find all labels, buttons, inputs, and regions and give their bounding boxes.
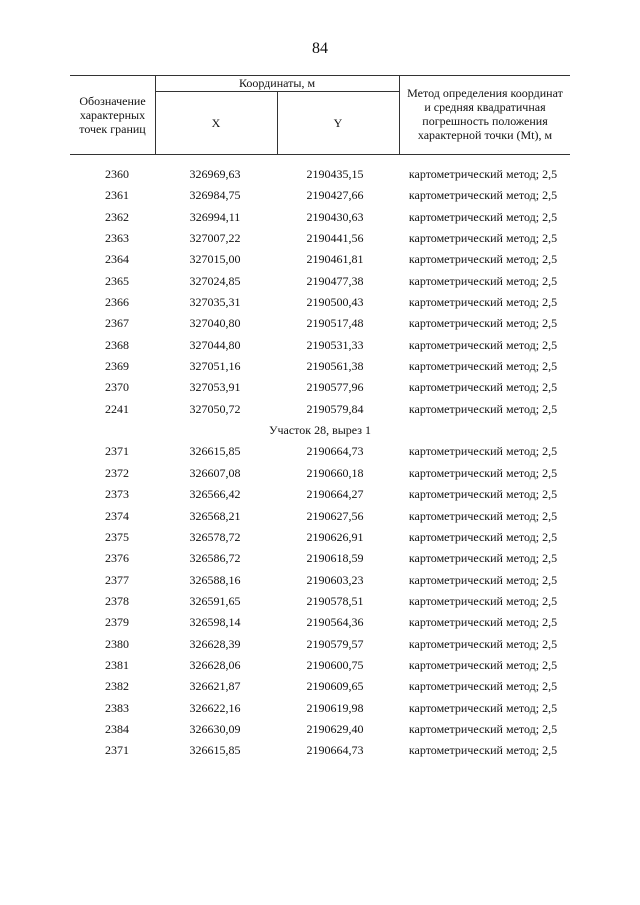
- x-cell: 326969,63: [189, 167, 241, 181]
- x-cell: 326630,09: [189, 721, 241, 736]
- method-cell: картометрический метод; 2,5: [408, 679, 558, 694]
- point-id-cell: 2361: [105, 188, 129, 203]
- y-cell: 2190441,56: [306, 231, 364, 246]
- table-row: [70, 655, 570, 676]
- table-row: [70, 634, 570, 655]
- rows-group-b: [70, 441, 570, 761]
- method-cell: картометрический метод; 2,5: [408, 551, 558, 566]
- method-cell: картометрический метод; 2,5: [408, 743, 558, 758]
- y-cell: 2190578,51: [306, 593, 364, 608]
- point-id-cell: 2379: [105, 615, 129, 630]
- x-cell: 327024,85: [189, 273, 241, 288]
- table-row: [70, 185, 570, 206]
- table-row: [70, 527, 570, 548]
- point-id-cell: 2363: [105, 231, 129, 246]
- y-cell: 2190664,73: [306, 444, 364, 459]
- table-row: [70, 506, 570, 527]
- method-cell: картометрический метод; 2,5: [408, 487, 558, 502]
- y-cell: 2190561,38: [306, 359, 364, 374]
- table-row: [70, 676, 570, 697]
- table-row: [70, 399, 570, 420]
- point-id-cell: 2371: [105, 743, 129, 758]
- table-header: [70, 75, 570, 155]
- point-id-cell: 2384: [105, 721, 129, 736]
- point-id-cell: 2375: [105, 529, 129, 544]
- method-cell: картометрический метод; 2,5: [408, 337, 558, 352]
- point-id-cell: 2382: [105, 679, 129, 694]
- table-row: [70, 441, 570, 462]
- table-row: [70, 335, 570, 356]
- table-row: [70, 292, 570, 313]
- header-method-label: Метод определения координат и средняя квадратичная погрешность положения характерной точки (Mt), м: [407, 86, 563, 142]
- x-cell: 326622,16: [189, 700, 241, 715]
- method-cell: картометрический метод; 2,5: [408, 209, 558, 224]
- y-cell: 2190619,98: [306, 700, 364, 715]
- point-id-cell: 2360: [105, 167, 129, 181]
- y-cell: 2190660,18: [306, 465, 364, 480]
- method-cell: картометрический метод; 2,5: [408, 401, 558, 416]
- point-id-cell: 2369: [105, 359, 129, 374]
- table-row: [70, 313, 570, 334]
- point-id-cell: 2362: [105, 209, 129, 224]
- table-row: [70, 463, 570, 484]
- table-row: [70, 484, 570, 505]
- x-cell: 326984,75: [189, 188, 241, 203]
- method-cell: картометрический метод; 2,5: [408, 508, 558, 523]
- method-cell: картометрический метод; 2,5: [408, 615, 558, 630]
- method-cell: картометрический метод; 2,5: [408, 252, 558, 267]
- x-cell: 327053,91: [189, 380, 241, 395]
- method-cell: картометрический метод; 2,5: [408, 721, 558, 736]
- point-id-cell: 2373: [105, 487, 129, 502]
- point-id-cell: 2374: [105, 508, 129, 523]
- x-cell: 327007,22: [189, 231, 241, 246]
- point-id-cell: 2365: [105, 273, 129, 288]
- table-row: [70, 612, 570, 633]
- method-cell: картометрический метод; 2,5: [408, 188, 558, 203]
- y-cell: 2190461,81: [306, 252, 364, 267]
- page-number: 84: [312, 40, 328, 57]
- section-title: Участок 28, вырез 1: [268, 423, 372, 438]
- x-cell: 327044,80: [189, 337, 241, 352]
- table-row: [70, 271, 570, 292]
- table-row: [70, 698, 570, 719]
- method-cell: картометрический метод; 2,5: [408, 465, 558, 480]
- method-cell: картометрический метод; 2,5: [408, 657, 558, 672]
- x-cell: 326598,14: [189, 615, 241, 630]
- method-cell: картометрический метод; 2,5: [408, 316, 558, 331]
- x-cell: 326607,08: [189, 465, 241, 480]
- header-y-label: Y: [333, 115, 343, 130]
- x-cell: 327035,31: [189, 295, 241, 310]
- point-id-cell: 2378: [105, 593, 129, 608]
- x-cell: 326615,85: [189, 743, 241, 758]
- table-row: [70, 356, 570, 377]
- y-cell: 2190626,91: [306, 529, 364, 544]
- y-cell: 2190664,27: [306, 487, 364, 502]
- method-cell: картометрический метод; 2,5: [408, 295, 558, 310]
- header-coords-label: Координаты, м: [238, 76, 316, 90]
- x-cell: 326591,65: [189, 593, 241, 608]
- table-row: [70, 207, 570, 228]
- header-x-label: X: [211, 115, 221, 130]
- point-id-cell: 2370: [105, 380, 129, 395]
- y-cell: 2190609,65: [306, 679, 364, 694]
- table-body: [70, 164, 570, 762]
- point-id-cell: 2380: [105, 636, 129, 651]
- y-cell: 2190435,15: [306, 167, 364, 181]
- y-cell: 2190477,38: [306, 273, 364, 288]
- point-id-cell: 2368: [105, 337, 129, 352]
- y-cell: 2190600,75: [306, 657, 364, 672]
- x-cell: 327051,16: [189, 359, 241, 374]
- method-cell: картометрический метод; 2,5: [408, 636, 558, 651]
- table-row: [70, 570, 570, 591]
- table-row: [70, 249, 570, 270]
- point-id-cell: 2383: [105, 700, 129, 715]
- x-cell: 327015,00: [189, 252, 241, 267]
- point-id-cell: 2364: [105, 252, 129, 267]
- method-cell: картометрический метод; 2,5: [408, 380, 558, 395]
- method-cell: картометрический метод; 2,5: [408, 273, 558, 288]
- table-row: [70, 740, 570, 761]
- x-cell: 326586,72: [189, 551, 241, 566]
- x-cell: 326615,85: [189, 444, 241, 459]
- x-cell: 326621,87: [189, 679, 241, 694]
- y-cell: 2190603,23: [306, 572, 364, 587]
- x-cell: 326568,21: [189, 508, 241, 523]
- table-row: [70, 228, 570, 249]
- point-id-cell: 2367: [105, 316, 129, 331]
- point-id-cell: 2377: [105, 572, 129, 587]
- point-id-cell: 2241: [105, 401, 129, 416]
- y-cell: 2190664,73: [306, 743, 364, 758]
- table-row: [70, 377, 570, 398]
- col-divider-3: [399, 75, 400, 154]
- rows-group-a: [70, 164, 570, 420]
- method-cell: картометрический метод; 2,5: [408, 700, 558, 715]
- y-cell: 2190579,84: [306, 401, 364, 416]
- x-cell: 326588,16: [189, 572, 241, 587]
- x-cell: 326578,72: [189, 529, 241, 544]
- table-row: [70, 591, 570, 612]
- y-cell: 2190627,56: [306, 508, 364, 523]
- method-cell: картометрический метод; 2,5: [408, 231, 558, 246]
- method-cell: картометрический метод; 2,5: [408, 359, 558, 374]
- y-cell: 2190427,66: [306, 188, 364, 203]
- x-cell: 326628,06: [189, 657, 241, 672]
- y-cell: 2190579,57: [306, 636, 364, 651]
- y-cell: 2190577,96: [306, 380, 364, 395]
- x-cell: 326566,42: [189, 487, 241, 502]
- point-id-cell: 2376: [105, 551, 129, 566]
- y-cell: 2190564,36: [306, 615, 364, 630]
- y-cell: 2190629,40: [306, 721, 364, 736]
- point-id-cell: 2366: [105, 295, 129, 310]
- y-cell: 2190430,63: [306, 209, 364, 224]
- method-cell: картометрический метод; 2,5: [408, 444, 558, 459]
- y-cell: 2190500,43: [306, 295, 364, 310]
- x-cell: 326628,39: [189, 636, 241, 651]
- x-cell: 326994,11: [189, 209, 241, 224]
- x-cell: 327050,72: [189, 401, 241, 416]
- y-cell: 2190618,59: [306, 551, 364, 566]
- method-cell: картометрический метод; 2,5: [408, 167, 558, 181]
- point-id-cell: 2372: [105, 465, 129, 480]
- header-bottom-border: [70, 154, 570, 155]
- point-id-cell: 2371: [105, 444, 129, 459]
- y-cell: 2190531,33: [306, 337, 364, 352]
- method-cell: картометрический метод; 2,5: [408, 529, 558, 544]
- y-cell: 2190517,48: [306, 316, 364, 331]
- x-cell: 327040,80: [189, 316, 241, 331]
- method-cell: картометрический метод; 2,5: [408, 593, 558, 608]
- header-point-label: Обозначение характерных точек границ: [79, 94, 146, 136]
- table-row: [70, 548, 570, 569]
- method-cell: картометрический метод; 2,5: [408, 572, 558, 587]
- point-id-cell: 2381: [105, 657, 129, 672]
- table-row: [70, 164, 570, 185]
- table-row: [70, 719, 570, 740]
